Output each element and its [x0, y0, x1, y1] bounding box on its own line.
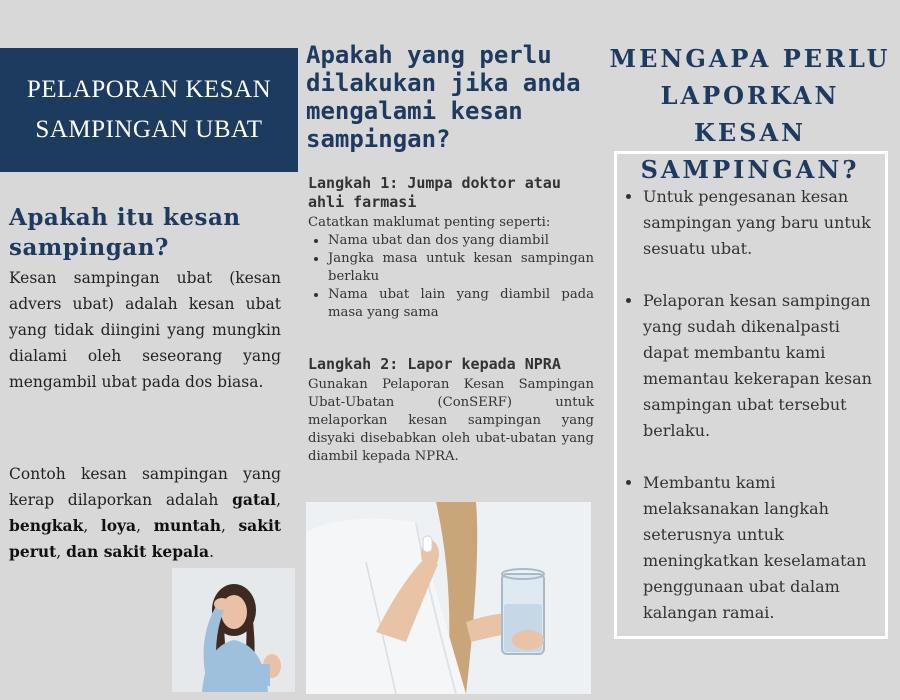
reasons-list — [617, 184, 889, 652]
pill-water-illustration — [306, 502, 591, 694]
symptom-nausea: loya — [100, 516, 137, 535]
symptom-stomachache: sakit perut — [9, 516, 282, 561]
definition-paragraph: Kesan sampingan ubat (kesan advers ubat) adalah kesan ubat yang tidak diingini yang mungkin dialami oleh seseorang yang mengambil ubat pada dos biasa. — [9, 269, 281, 391]
symptom-headache: dan sakit kepala — [66, 542, 210, 561]
separator: , — [220, 517, 239, 535]
examples-paragraph — [9, 461, 281, 565]
headache-woman-photo — [172, 568, 295, 692]
step-2-text: Gunakan Pelaporan Kesan Sampingan Ubat-Ubatan (ConSERF) untuk melaporkan kesan sampingan yang disyaki disebabkan oleh ubat-ubatan yang diambil kepada NPRA. — [308, 377, 594, 464]
symptom-itchy: gatal — [232, 490, 277, 509]
step-1-title: Langkah 1: Jumpa doktor atau ahli farmasi — [308, 174, 561, 211]
examples-intro: Contoh kesan sampingan yang kerap dilaporkan adalah — [9, 465, 281, 509]
banner-line-2: SAMPINGAN UBAT — [35, 116, 263, 143]
headache-woman-illustration — [172, 568, 295, 692]
symptom-swelling: bengkak — [9, 516, 84, 535]
reason-item: • Membantu kami melaksanakan langkah seterusnya untuk meningkatkan keselamatan penggunaan ubat dalam kalangan ramai. — [643, 470, 889, 626]
symptom-vomiting: muntah — [153, 516, 221, 535]
separator: , — [83, 517, 101, 535]
period: . — [209, 543, 215, 561]
step-2-section — [308, 355, 594, 466]
reason-item: • Untuk pengesanan kesan sampingan yang baru untuk sesuatu ubat. — [643, 184, 889, 262]
list-item: • Nama ubat lain yang diambil pada masa yang sama — [328, 286, 594, 322]
step-1-intro: Catatkan maklumat penting seperti: — [308, 215, 551, 230]
pill-and-water-photo — [306, 502, 591, 694]
list-item: • Nama ubat dan dos yang diambil — [328, 232, 594, 250]
banner-line-1: PELAPORAN KESAN — [26, 76, 272, 103]
separator: , — [56, 543, 67, 561]
middle-heading: Apakah yang perlu dilakukan jika anda mengalami kesan sampingan? — [306, 41, 581, 153]
left-heading: Apakah itu kesan sampingan? — [9, 204, 241, 261]
reason-item: • Pelaporan kesan sampingan yang sudah dikenalpasti dapat membantu kami memantau kekerapan kesan sampingan ubat tersebut berlaku. — [643, 288, 889, 444]
step-1-section — [308, 174, 594, 322]
list-item: • Jangka masa untuk kesan sampingan berlaku — [328, 250, 594, 286]
step-1-list — [308, 232, 594, 322]
right-heading: MENGAPA PERLU LAPORKAN KESAN SAMPINGAN? — [609, 44, 891, 184]
step-2-title: Langkah 2: Lapor kepada NPRA — [308, 355, 561, 373]
separator: , — [276, 491, 281, 509]
title-banner — [0, 48, 298, 172]
reasons-box — [614, 151, 888, 639]
separator: , — [136, 517, 154, 535]
